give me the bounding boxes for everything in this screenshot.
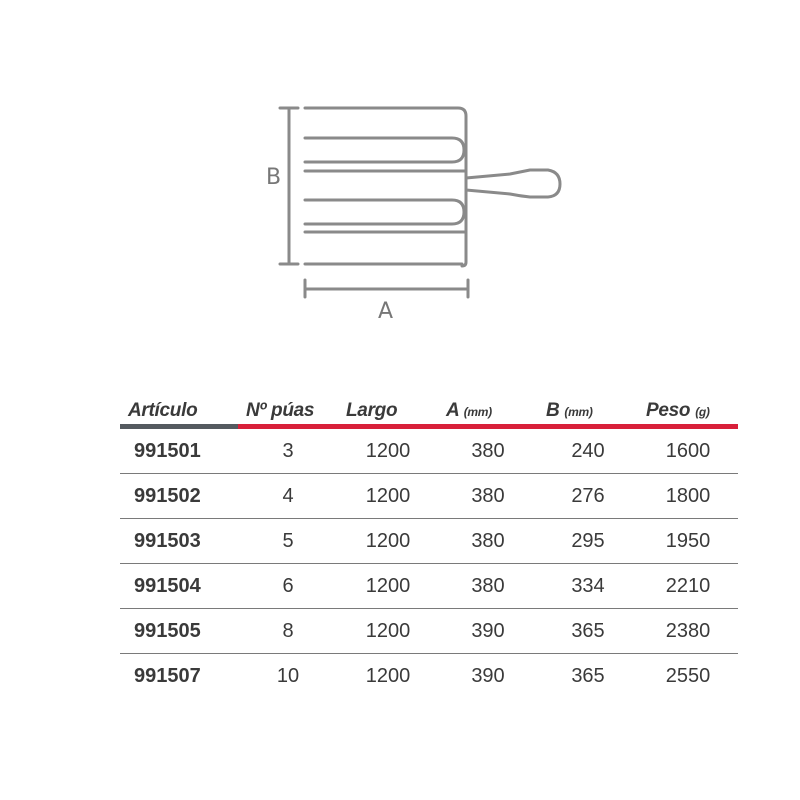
cell-num-puas: 10 <box>276 664 300 687</box>
cell-peso: 2550 <box>665 664 711 687</box>
table-row <box>120 474 738 519</box>
cell-b: 276 <box>538 474 638 519</box>
table-row <box>120 429 738 474</box>
cell-num-puas: 3 <box>238 429 338 474</box>
header-a: A (mm) <box>438 394 538 429</box>
header-b: B (mm) <box>538 394 638 429</box>
cell-a: 390 <box>438 609 538 654</box>
cell-articulo: 991502 <box>120 474 238 519</box>
cell-a: 380 <box>438 519 538 564</box>
cell-b: 334 <box>538 564 638 609</box>
cell-largo: 1200 <box>338 429 438 474</box>
cell-num-puas: 5 <box>238 519 338 564</box>
cell-b: 295 <box>538 519 638 564</box>
cell-largo: 1200 <box>338 474 438 519</box>
grill-fork-drawing <box>280 108 560 297</box>
cell-a: 380 <box>438 429 538 474</box>
header-peso: Peso (g) <box>638 394 738 429</box>
cell-largo: 1200 <box>338 564 438 609</box>
cell-largo: 1200 <box>365 664 411 687</box>
product-diagram <box>0 0 800 340</box>
header-articulo: Artículo <box>120 394 238 429</box>
tine-4 <box>305 200 464 224</box>
dimension-a-line <box>305 280 468 297</box>
dimension-b-label: B <box>266 165 282 190</box>
cell-articulo: 991504 <box>120 564 238 609</box>
cell-a: 380 <box>438 564 538 609</box>
cell-b: 365 <box>571 664 605 687</box>
cell-num-puas: 8 <box>238 609 338 654</box>
dimension-a-label: A <box>378 299 394 324</box>
cell-peso: 2380 <box>638 609 738 654</box>
cell-largo: 1200 <box>338 519 438 564</box>
cell-num-puas: 4 <box>238 474 338 519</box>
table-row <box>120 519 738 564</box>
table-row <box>120 654 738 698</box>
cell-num-puas: 6 <box>238 564 338 609</box>
cell-peso: 1950 <box>638 519 738 564</box>
cell-articulo: 991501 <box>120 429 238 474</box>
header-largo: Largo <box>338 394 438 429</box>
table-header-row <box>120 394 738 429</box>
cell-b: 365 <box>538 609 638 654</box>
cell-peso: 2210 <box>638 564 738 609</box>
dimension-b-line <box>280 108 298 264</box>
cell-a: 390 <box>471 664 505 687</box>
cell-peso: 1600 <box>638 429 738 474</box>
tine-top <box>305 108 466 266</box>
spec-table <box>120 394 738 698</box>
cell-a: 380 <box>438 474 538 519</box>
cell-b: 240 <box>538 429 638 474</box>
cell-articulo: 991507 <box>134 664 201 687</box>
cell-peso: 1800 <box>638 474 738 519</box>
header-num-puas: Nº púas <box>238 394 338 429</box>
cell-articulo: 991505 <box>120 609 238 654</box>
table-row <box>120 609 738 654</box>
table-row <box>120 564 738 609</box>
handle-shaft <box>466 170 560 197</box>
tine-2 <box>305 138 464 162</box>
cell-largo: 1200 <box>338 609 438 654</box>
cell-articulo: 991503 <box>120 519 238 564</box>
